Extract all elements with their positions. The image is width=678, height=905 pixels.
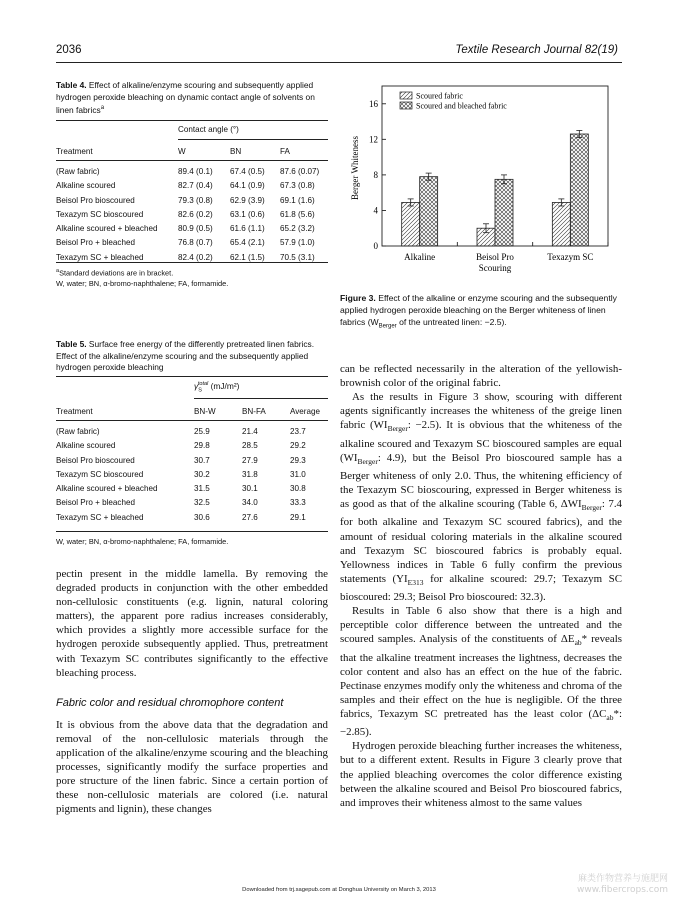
table-cell: 61.8 (5.6) bbox=[280, 209, 315, 219]
table5-header-row bbox=[56, 404, 328, 418]
paragraph: As the results in Figure 3 show, scouring with different agents significantly increases the whiteness of the greige linen fabric ($WI_{Berger}$: −2.5). It is obvious that the whiteness of the alkaline scoured and Texazym SC bioscoured samples are equal ($WI_{Berger}$: 4.9), but the Beisol Pro bioscoured sample has a Berger whiteness of only 2.0. Thus, the whitening efficiency of the Texazym SC bioscouring, expressed in Berger whiteness is as good as that of the alkaline scouring (Table 6, $\Delta WI_{Berger}$: 7.4 for both alkaline and Texazym SC scoured fabrics), and the amount of residual coloring materials in the alkaline scoured and Texazym SC bioscoured fabrics is probably equal. Yellowness indices in Table 6 fully confirm the previous statements ($YI_{E313}$ for alkaline scoured: 29.7; Texazym SC bioscoured: 29.3; Beisol Pro bioscoured: 32.3). bbox=[340, 391, 622, 604]
journal-running-title: Textile Research Journal 82(19) bbox=[455, 44, 618, 56]
table-cell: 62.9 (3.9) bbox=[230, 195, 265, 205]
watermark-line1: 麻类作物营养与施肥网 bbox=[577, 874, 668, 884]
table-row bbox=[56, 207, 328, 221]
y-tick-label: 12 bbox=[369, 134, 378, 145]
table-cell: 29.8 bbox=[194, 441, 210, 451]
bar bbox=[402, 202, 420, 246]
table5-note: W, water; BN, α-bromo-naphthalene; FA, formamide. bbox=[56, 537, 229, 546]
table-cell: (Raw fabric) bbox=[56, 426, 100, 436]
table-cell: 30.2 bbox=[194, 469, 210, 479]
table-cell: 32.5 bbox=[194, 498, 210, 508]
y-axis-label: Berger Whiteness bbox=[350, 136, 360, 200]
table-cell: 30.7 bbox=[194, 455, 210, 465]
table-cell: 57.9 (1.0) bbox=[280, 238, 315, 248]
table5-col-bnfa: BN-FA bbox=[242, 406, 266, 416]
table-cell: Beisol Pro + bleached bbox=[56, 498, 135, 508]
section-heading: Fabric color and residual chromophore content bbox=[56, 696, 284, 709]
header-rule bbox=[56, 62, 622, 63]
table-cell: 67.3 (0.8) bbox=[280, 181, 315, 191]
table-row bbox=[56, 453, 328, 467]
table-row bbox=[56, 179, 328, 193]
watermark bbox=[577, 874, 668, 896]
table5-group-header bbox=[194, 381, 239, 394]
figure3-label: Figure 3. bbox=[340, 293, 376, 303]
table-cell: 80.9 (0.5) bbox=[178, 224, 213, 234]
bar bbox=[420, 177, 438, 246]
table5-label: Table 5. bbox=[56, 339, 87, 349]
table5-col-bnw: BN-W bbox=[194, 406, 216, 416]
figure3-caption-text: Effect of the alkaline or enzyme scouring and the subsequently applied hydrogen peroxide bleaching on the Berger whiteness of linen fabrics (W bbox=[340, 293, 617, 327]
paragraph: It is obvious from the above data that the degradation and removal of the non-cellulosic materials through the application of the alkaline/enzyme scouring and the bleaching processes, significantly modify the surface properties and pore structure of the linen fabric. Since a certain portion of these non-cellulosic materials are colored (i.e. natural pigments and lignin), these changes bbox=[56, 718, 328, 816]
table-cell: 89.4 (0.1) bbox=[178, 166, 213, 176]
paragraph: Results in Table 6 also show that there is a high and perceptible color difference between the untreated and the scoured samples. Analysis of the constituents of $\Delta E_{ab}*$ reveals that the alkaline treatment increases the lightness, decreases the color content and also has an effect on the hue of the fabric. Pectinase enzymes modify only the whiteness and chroma of the samples and their effect on the hue is negligible. Of the three fabrics, Texazym SC pretreated has the least color ($\Delta C_{ab}*$: −2.85). bbox=[340, 605, 622, 739]
table-cell: 87.6 (0.07) bbox=[280, 166, 320, 176]
table4-note2: W, water; BN, α-bromo-naphthalene; FA, formamide. bbox=[56, 279, 229, 288]
left-column-text bbox=[56, 567, 328, 817]
table-cell: Beisol Pro bioscoured bbox=[56, 195, 135, 205]
table5-gamma-sup: total bbox=[197, 381, 209, 388]
table-cell: 23.7 bbox=[290, 426, 306, 436]
table4-col-bn: BN bbox=[230, 146, 242, 156]
table4-label: Table 4. bbox=[56, 80, 87, 90]
table4-header-rule bbox=[56, 160, 328, 161]
table-row bbox=[56, 193, 328, 207]
table-cell: 31.0 bbox=[290, 469, 306, 479]
bar bbox=[570, 134, 588, 246]
table4-col-treatment: Treatment bbox=[56, 146, 93, 156]
table5-gamma: γ bbox=[194, 381, 199, 391]
table-row bbox=[56, 236, 328, 250]
legend-label: Scoured fabric bbox=[416, 91, 463, 101]
table-cell: 28.5 bbox=[242, 441, 258, 451]
table-row bbox=[56, 481, 328, 495]
table4-header-row bbox=[56, 144, 328, 158]
paragraph: pectin present in the middle lamella. By removing the degraded products in conjunction with the other embedded non-cellulosic constituents (e.g. lignin, natural coloring matters), the apparent pore radius increases considerably, which provides a slightly more accessible surface for the hydrogen peroxide subsequently applied. Thus, pretreatment with Texazym SC contributes significantly to the effective bleaching process. bbox=[56, 568, 328, 679]
table-row bbox=[56, 439, 328, 453]
watermark-line2: www.fibercrops.com bbox=[577, 885, 668, 895]
table-cell: 69.1 (1.6) bbox=[280, 195, 315, 205]
bar bbox=[552, 202, 570, 246]
table5-header-rule bbox=[56, 420, 328, 421]
table4-note1-text: Standard deviations are in bracket. bbox=[59, 268, 174, 278]
table-row bbox=[56, 164, 328, 178]
legend-swatch bbox=[400, 102, 412, 109]
paragraph: Hydrogen peroxide bleaching further increases the whiteness, but to a different extent. Results in Figure 3 clearly prove that the applied bleaching overcomes the color difference existing between the alkaline scoured and Beisol Pro bioscoured fabrics, and improves their whiteness almost to the same values bbox=[340, 740, 622, 809]
table4-top-rule bbox=[56, 120, 328, 121]
table-cell: 29.3 bbox=[290, 455, 306, 465]
right-column-text bbox=[340, 362, 622, 810]
table5-group-rule bbox=[194, 398, 328, 399]
table5 bbox=[56, 404, 328, 524]
table4-col-w: W bbox=[178, 146, 186, 156]
table5-gamma-sub: S bbox=[198, 387, 202, 394]
table-cell: 79.3 (0.8) bbox=[178, 195, 213, 205]
table-cell: Alkaline scoured bbox=[56, 181, 116, 191]
table-cell: 31.5 bbox=[194, 484, 210, 494]
chart-marks bbox=[369, 92, 608, 274]
table-cell: 76.8 (0.7) bbox=[178, 238, 213, 248]
table-cell: Beisol Pro + bleached bbox=[56, 238, 135, 248]
y-tick-label: 16 bbox=[369, 98, 378, 109]
table4-caption-text: Effect of alkaline/enzyme scouring and subsequently applied hydrogen peroxide bleaching on dynamic contact angle of solvents on linen fabrics bbox=[56, 80, 315, 115]
table-cell: (Raw fabric) bbox=[56, 166, 100, 176]
legend-swatch bbox=[400, 92, 412, 99]
table5-top-rule bbox=[56, 376, 328, 377]
table4-caption bbox=[56, 80, 328, 117]
table-cell: 63.1 (0.6) bbox=[230, 209, 265, 219]
x-category-label: Alkaline bbox=[404, 252, 436, 262]
table-row bbox=[56, 496, 328, 510]
figure3-chart bbox=[344, 82, 614, 288]
bar bbox=[495, 179, 513, 246]
table-cell: 67.4 (0.5) bbox=[230, 166, 265, 176]
table-cell: Texazym SC + bleached bbox=[56, 252, 144, 262]
table-cell: 27.6 bbox=[242, 512, 258, 522]
y-tick-label: 0 bbox=[373, 241, 378, 251]
table5-bottom-rule bbox=[56, 531, 328, 532]
table-cell: Alkaline scoured + bleached bbox=[56, 484, 158, 494]
table-cell: 62.1 (1.5) bbox=[230, 252, 265, 262]
table-cell: Alkaline scoured + bleached bbox=[56, 224, 158, 234]
table-cell: 30.1 bbox=[242, 484, 258, 494]
table-cell: 64.1 (0.9) bbox=[230, 181, 265, 191]
table-cell: 29.2 bbox=[290, 441, 306, 451]
page-number: 2036 bbox=[56, 44, 82, 56]
table-cell: Beisol Pro bioscoured bbox=[56, 455, 135, 465]
table4-note1 bbox=[56, 266, 328, 278]
table-cell: 82.7 (0.4) bbox=[178, 181, 213, 191]
table-cell: Alkaline scoured bbox=[56, 441, 116, 451]
table5-col-average: Average bbox=[290, 406, 320, 416]
table-cell: 82.4 (0.2) bbox=[178, 252, 213, 262]
figure3-caption-end: of the untreated linen: −2.5). bbox=[396, 317, 507, 327]
table4-col-fa: FA bbox=[280, 146, 290, 156]
x-category-label: Texazym SC bbox=[547, 252, 594, 262]
y-tick-label: 8 bbox=[373, 169, 378, 180]
table-row bbox=[56, 467, 328, 481]
table-cell: Texazym SC bioscoured bbox=[56, 469, 144, 479]
table-cell: 27.9 bbox=[242, 455, 258, 465]
table-cell: 31.8 bbox=[242, 469, 258, 479]
table-cell: 30.6 bbox=[194, 512, 210, 522]
y-tick-label: 4 bbox=[373, 205, 378, 216]
table5-caption-text: Surface free energy of the differently pretreated linen fabrics. Effect of the alkaline/enzyme scouring and the subsequently applied hydrogen peroxide bleaching bbox=[56, 339, 315, 373]
table-cell: Texazym SC bioscoured bbox=[56, 209, 144, 219]
table-cell: 61.6 (1.1) bbox=[230, 224, 265, 234]
table-row bbox=[56, 424, 328, 438]
download-footer: Downloaded from trj.sagepub.com at Donghua University on March 3, 2013 bbox=[242, 887, 436, 893]
table-cell: 34.0 bbox=[242, 498, 258, 508]
table4 bbox=[56, 144, 328, 264]
table-cell: 29.1 bbox=[290, 512, 306, 522]
table5-unit: (mJ/m²) bbox=[208, 381, 240, 391]
table5-col-treatment: Treatment bbox=[56, 406, 93, 416]
table-cell: Texazym SC + bleached bbox=[56, 512, 144, 522]
table4-bottom-rule bbox=[56, 262, 328, 263]
table4-group-header: Contact angle (°) bbox=[178, 125, 239, 134]
table-cell: 70.5 (3.1) bbox=[280, 252, 315, 262]
figure3-caption-sub: Berger bbox=[378, 323, 397, 330]
table-row bbox=[56, 510, 328, 524]
table5-caption bbox=[56, 339, 328, 374]
table-row bbox=[56, 221, 328, 235]
table-cell: 33.3 bbox=[290, 498, 306, 508]
table-cell: 30.8 bbox=[290, 484, 306, 494]
x-category-label: Beisol Pro Scouring bbox=[476, 252, 514, 273]
table-cell: 65.4 (2.1) bbox=[230, 238, 265, 248]
table-cell: 25.9 bbox=[194, 426, 210, 436]
table4-caption-sup: a bbox=[100, 105, 105, 112]
legend-label: Scoured and bleached fabric bbox=[416, 101, 507, 111]
table-cell: 82.6 (0.2) bbox=[178, 209, 213, 219]
figure3-caption bbox=[340, 292, 622, 333]
paragraph: can be reflected necessarily in the alteration of the yellowish-brownish color of the original fabric. bbox=[340, 363, 622, 390]
table4-note-sup: a bbox=[56, 268, 60, 274]
table-cell: 65.2 (3.2) bbox=[280, 224, 315, 234]
table4-group-rule bbox=[178, 139, 328, 140]
table-cell: 21.4 bbox=[242, 426, 258, 436]
